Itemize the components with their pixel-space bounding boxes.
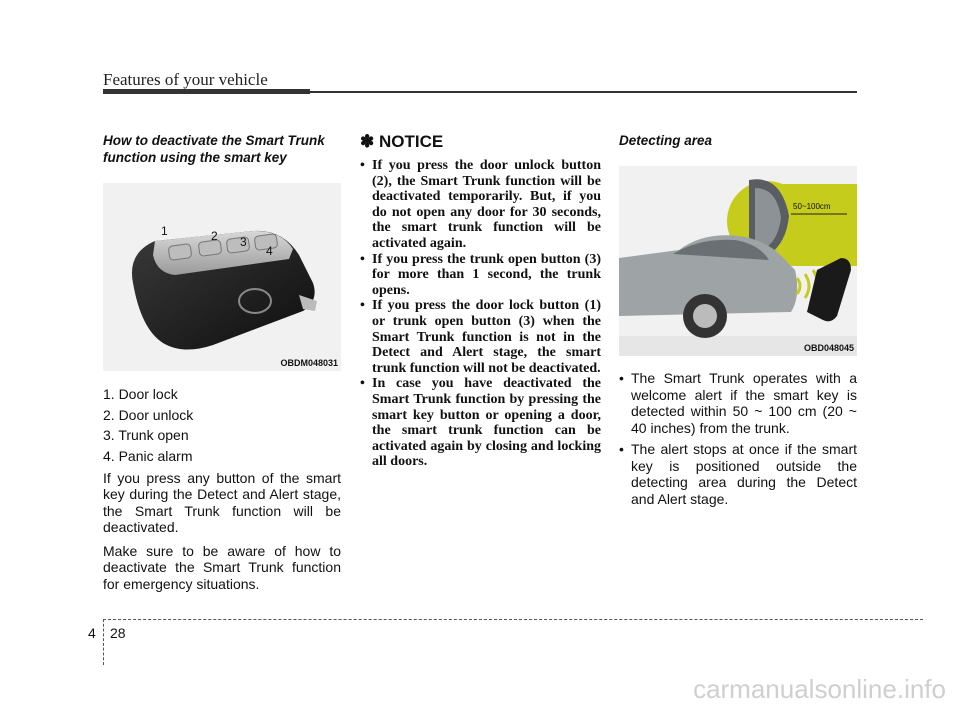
- detecting-area-figure: [619, 166, 857, 356]
- notice-item: • In case you have deactivated the Smart Trunk function by pressing the smart key button or opening a door, the smart trunk function can be activated again by closing and locking all doors.: [360, 376, 601, 470]
- notice-item: • If you press the door unlock button (2), the Smart Trunk function will be deactivated temporarily. But, if you do not open any door for 30 seconds, the smart trunk function will be activated again.: [360, 158, 601, 252]
- deactivate-heading: How to deactivate the Smart Trunk function using the smart key: [103, 133, 325, 165]
- notice-item: • If you press the trunk open button (3) for more than 1 second, the trunk opens.: [360, 252, 601, 299]
- detecting-list: [619, 370, 857, 507]
- list-item: 3. Trunk open: [103, 427, 189, 443]
- header-rule-accent: [103, 89, 310, 94]
- button-list: [103, 385, 341, 465]
- smart-key-figure: [103, 183, 341, 371]
- callout-1: 1: [161, 224, 168, 238]
- figure-code: OBD048045: [803, 343, 854, 353]
- paragraph: Make sure to be aware of how to deactivate the Smart Trunk function for emergency situations.: [103, 542, 341, 592]
- list-item: 1. Door lock: [103, 386, 178, 402]
- watermark: carmanualsonline.info: [693, 674, 946, 704]
- detecting-area-heading: Detecting area: [619, 133, 713, 148]
- page-number: 28: [110, 625, 126, 641]
- footer-rule: [103, 619, 923, 620]
- callout-4: 4: [266, 244, 273, 258]
- range-label: 50~100cm: [793, 202, 831, 211]
- left-column: [103, 132, 341, 592]
- paragraph: If you press any button of the smart key during the Detect and Alert stage, the Smart Trunk function will be deactivated.: [103, 469, 341, 535]
- footer-divider: [103, 619, 104, 665]
- page-header-title: Features of your vehicle: [103, 70, 268, 89]
- right-column: [619, 132, 857, 512]
- figure-code: OBDM048031: [280, 358, 338, 368]
- list-item: • The alert stops at once if the smart key is positioned outside the detecting area during the Detect and Alert stage.: [619, 441, 857, 507]
- notice-item: • If you press the door lock button (1) or trunk open button (3) when the Smart Trunk function is not in the Detect and Alert stage, the smart trunk function will not be deactivated.: [360, 298, 601, 376]
- callout-3: 3: [240, 235, 247, 249]
- smart-key-illustration: [103, 183, 341, 371]
- middle-column: [360, 132, 601, 470]
- chapter-number: 4: [88, 625, 96, 641]
- notice-list: [360, 158, 601, 470]
- notice-title: ✽ NOTICE: [360, 132, 444, 151]
- list-item: 4. Panic alarm: [103, 447, 193, 464]
- list-item: • The Smart Trunk operates with a welcome alert if the smart key is detected within 50 ~ 100 cm (20 ~ 40 inches) from the trunk.: [619, 370, 857, 436]
- callout-2: 2: [211, 229, 218, 243]
- detecting-area-illustration: [619, 166, 857, 356]
- list-item: 2. Door unlock: [103, 406, 194, 423]
